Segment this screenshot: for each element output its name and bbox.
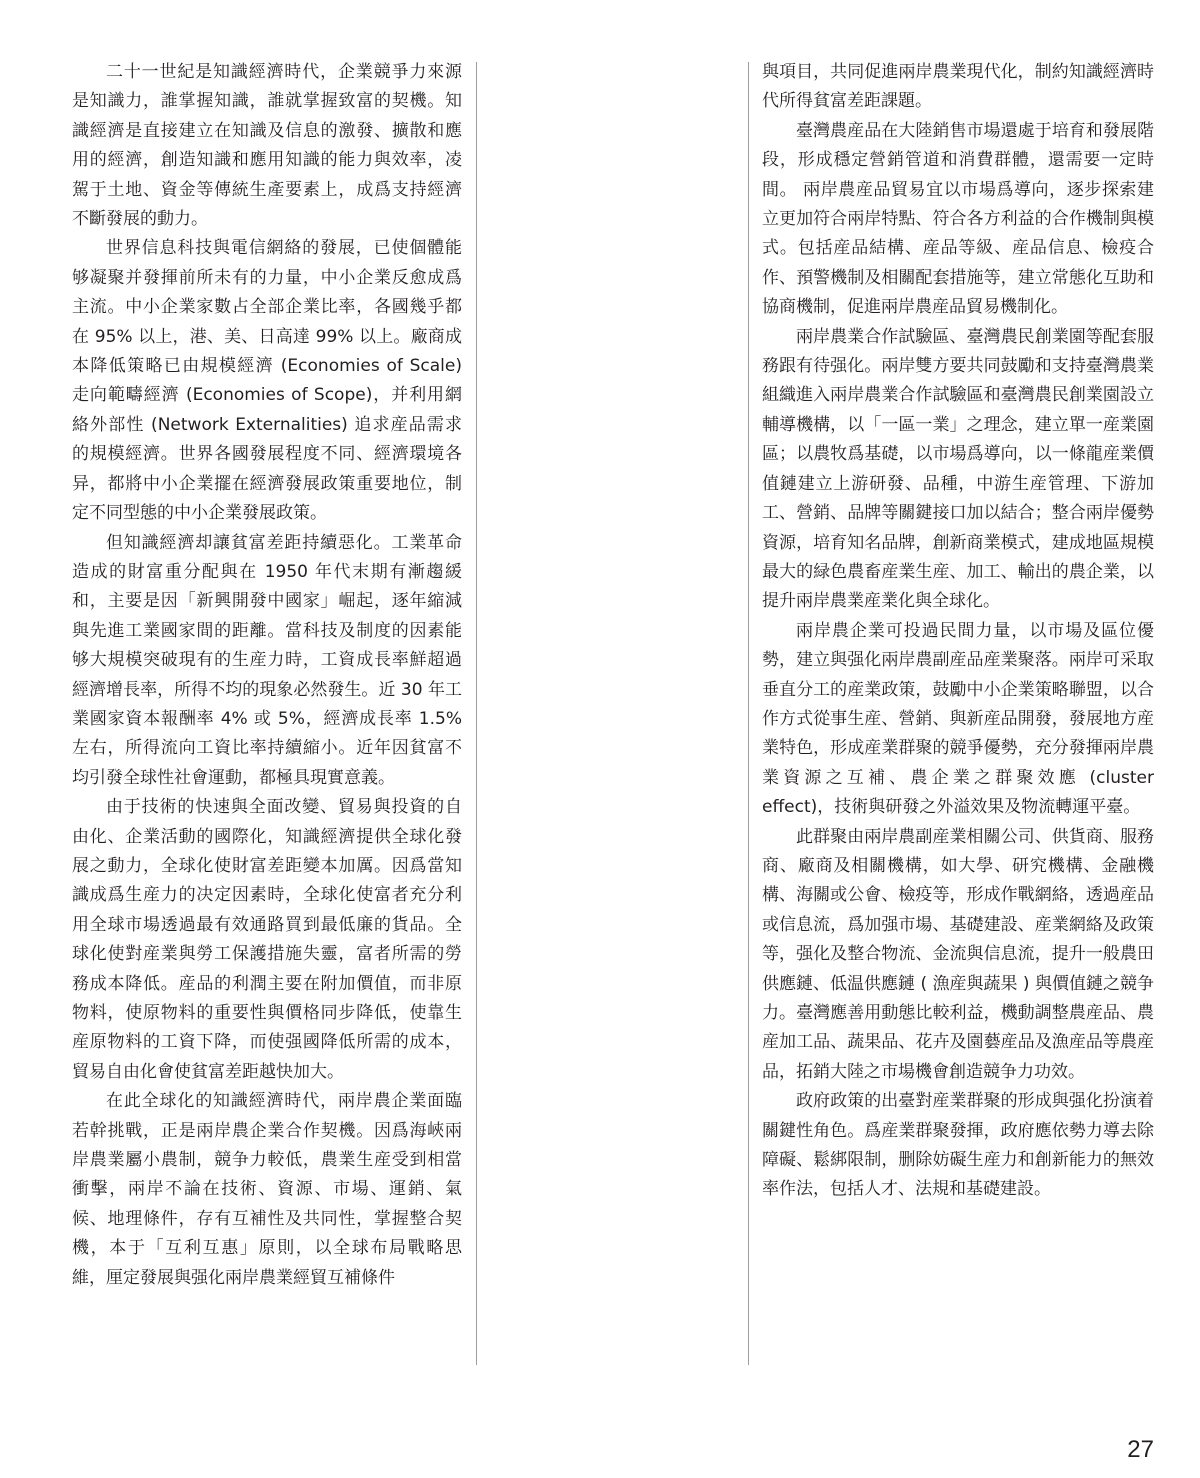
paragraph: 世界信息科技與電信網絡的發展，已使個體能够凝聚并發揮前所未有的力量，中小企業反愈成爲主流。中小企業家數占全部企業比率，各國幾乎都在 95% 以上，港、美、日高達 99% 以上。廠商成本降低策略已由規模經濟 (Economies of Scale) 走向範疇經濟 (Economies of Scope)，并利用網絡外部性 (Network Externalities) 追求産品需求的規模經濟。世界各國發展程度不同、經濟環境各异，都將中小企業擺在經濟發展政策重要地位，制定不同型態的中小企業發展政策。 (72, 238, 462, 524)
paragraph: 在此全球化的知識經濟時代，兩岸農企業面臨若幹挑戰，正是兩岸農企業合作契機。因爲海峽兩岸農業屬小農制，競争力較低，農業生産受到相當衝擊，兩岸不論在技術、資源、市場、運銷、氣候、地理條件，存有互補性及共同性，掌握整合契機，本于「互利互惠」原則，以全球布局戰略思維，厘定發展與强化兩岸農業經貿互補條件 (72, 1091, 462, 1288)
paragraph: 兩岸農業合作試驗區、臺灣農民創業園等配套服務跟有待强化。兩岸雙方要共同鼓勵和支持臺灣農業組織進入兩岸農業合作試驗區和臺灣農民創業園設立輔導機構，以「一區一業」之理念，建立單一産業園區；以農牧爲基礎，以市場爲導向，以一條龍産業價值鏈建立上游研發、品種，中游生産管理、下游加工、營銷、品牌等關鍵接口加以結合；整合兩岸優勢資源，培育知名品牌，創新商業模式，建成地區規模最大的緑色農畜産業生産、加工、輸出的農企業，以提升兩岸農業産業化與全球化。 (762, 326, 1154, 612)
paragraph: 由于技術的快速與全面改變、貿易與投資的自由化、企業活動的國際化，知識經濟提供全球化發展之動力，全球化使財富差距變本加厲。因爲當知識成爲生産力的决定因素時，全球化使富者充分利用全球市場透過最有效通路買到最低廉的貨品。全球化使對産業與勞工保護措施失靈，富者所需的勞務成本降低。産品的利潤主要在附加價值，而非原物料，使原物料的重要性與價格同步降低，使靠生産原物料的工資下降，而使强國降低所需的成本，貿易自由化會使貧富差距越快加大。 (72, 797, 462, 1082)
column-divider-left (476, 62, 477, 1365)
page-number: 27 (1127, 1436, 1154, 1463)
left-text-column (72, 58, 462, 1293)
right-text-column (762, 58, 1154, 1205)
paragraph: 臺灣農産品在大陸銷售市場還處于培育和發展階段，形成穩定營銷管道和消費群體，還需要一定時間。 兩岸農産品貿易宜以市場爲導向，逐步探索建立更加符合兩岸特點、符合各方利益的合作機制與模式。包括産品結構、産品等級、産品信息、檢疫合作、預警機制及相關配套措施等，建立常態化互助和協商機制，促進兩岸農産品貿易機制化。 (762, 120, 1154, 318)
column-divider-right (748, 62, 749, 1365)
paragraph: 二十一世紀是知識經濟時代，企業競爭力來源是知識力，誰掌握知識，誰就掌握致富的契機。知識經濟是直接建立在知識及信息的激發、擴散和應用的經濟，創造知識和應用知識的能力與效率，凌駕于土地、資金等傳統生產要素上，成爲支持經濟不斷發展的動力。 (72, 62, 462, 230)
paragraph: 但知識經濟却讓貧富差距持續惡化。工業革命造成的財富重分配與在 1950 年代末期有漸趨緩和，主要是因「新興開發中國家」崛起，逐年縮減與先進工業國家間的距離。當科技及制度的因素能够大規模突破現有的生産力時，工資成長率鮮超過經濟增長率，所得不均的現象必然發生。近 30 年工業國家資本報酬率 4% 或 5%，經濟成長率 1.5% 左右，所得流向工資比率持續縮小。近年因貧富不均引發全球性社會運動，都極具現實意義。 (72, 532, 462, 788)
paragraph: 兩岸農企業可投過民間力量，以市場及區位優勢，建立與强化兩岸農副産品産業聚落。兩岸可采取垂直分工的産業政策，鼓勵中小企業策略聯盟，以合作方式從事生産、營銷、與新産品開發，發展地方産業特色，形成産業群聚的競爭優勢，充分發揮兩岸農業資源之互補、農企業之群聚效應 (cluster effect)，技術與研發之外溢效果及物流轉運平臺。 (762, 620, 1154, 818)
paragraph: 政府政策的出臺對産業群聚的形成與强化扮演着關鍵性角色。爲産業群聚發揮，政府應依勢力導去除障礙、鬆綁限制，删除妨礙生産力和創新能力的無效率作法，包括人才、法規和基礎建設。 (762, 1091, 1154, 1200)
paragraph-continued: 與項目，共同促進兩岸農業現代化，制約知識經濟時代所得貧富差距課題。 (762, 62, 1154, 112)
paragraph: 此群聚由兩岸農副産業相關公司、供貨商、服務商、廠商及相關機構，如大學、研究機構、金融機構、海關或公會、檢疫等，形成作戰網絡，透過産品或信息流，爲加强市場、基礎建設、産業網絡及政策等，强化及整合物流、金流與信息流，提升一般農田供應鏈、低温供應鏈 ( 漁産與蔬果 ) 與價值鏈之競争力。臺灣應善用動態比較利益，機動調整農産品、農産加工品、蔬果品、花卉及園藝産品及漁産品等農産品，拓銷大陸之市場機會創造競争力功效。 (762, 826, 1154, 1082)
